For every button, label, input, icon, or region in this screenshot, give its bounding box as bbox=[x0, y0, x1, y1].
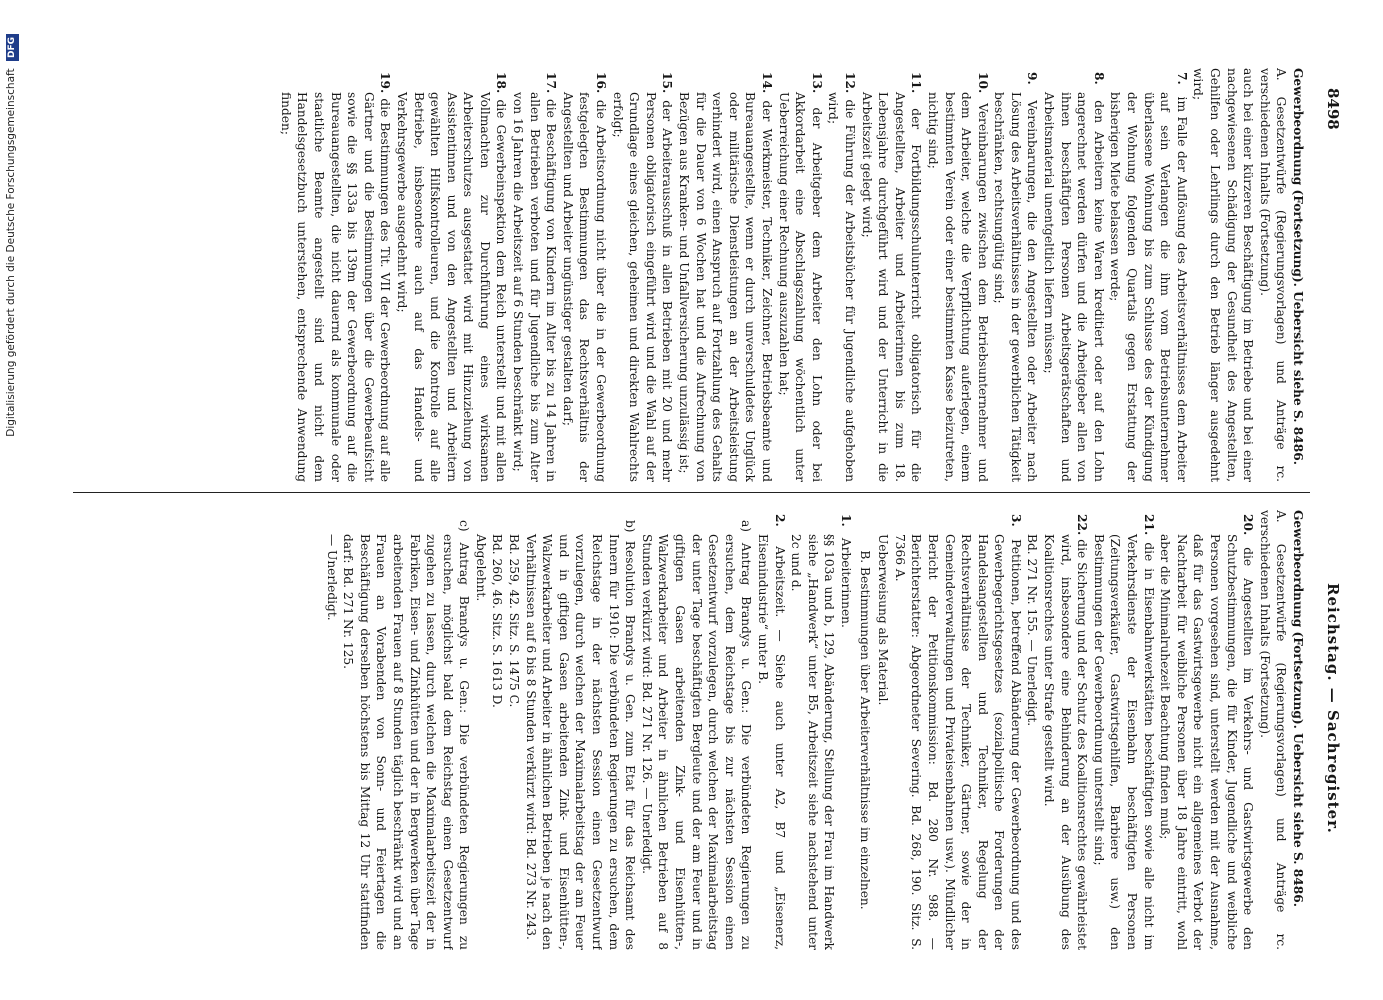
item-number: 17. bbox=[544, 72, 559, 94]
left-column bbox=[73, 68, 1306, 482]
funding-note bbox=[3, 0, 19, 1000]
item-text: Arbeiterinnen. bbox=[838, 537, 853, 628]
reference-note: — Unerledigt. bbox=[324, 534, 339, 621]
footer-strip bbox=[0, 0, 22, 1000]
numbered-item bbox=[858, 68, 924, 482]
numbered-item bbox=[1041, 68, 1107, 482]
item-number: 21. bbox=[1141, 514, 1156, 536]
item-number: 7. bbox=[1174, 72, 1189, 85]
sub-item: c) Antrag Brandys u. Gen.: Die verbündeten Regierungen zu ersuchen, möglichst bald dem Reichstag einen Gesetzentwurf zugehen zu lassen, durch welchen die Maximalarbeitszeit der in Fabriken, Eisen- und Zinkhütten und der in Bergwerken über Tage arbeitenden Frauen auf 8 Stunden täglich beschränkt wird und an Frauen an Vorabenden von Sonn- und Feiertagen die Beschäftigung derselben höchstens bis Mittag 12 Uhr stattfinden darf: Bd. 271 Nr. 125. bbox=[341, 520, 472, 950]
paragraph: auch bei einer kürzeren Beschäftigung im Betriebe und bei einer nachgewiesenen Schädigung der Gesundheit des Angestellten, Gehilfen oder Lehrlings durch den Betrieb länger ausgedehnt wird; bbox=[1191, 68, 1256, 482]
item-text: die Sicherung und der Schutz des Koalitionsrechtes gewährleistet wird, insbesondere eine Behinderung an der Ausübung des Koalitionsrechtes unter Strafe gestellt wird. bbox=[1042, 534, 1090, 950]
numbered-item bbox=[991, 68, 1041, 482]
item-text: die Gewerbeinspektion dem Reich unterstellt und mit allen Vollmachten zur Durchführung eines wirksamen Arbeiterschutzes ausgestattet wird mit Hinzuziehung von Assistentinnen und von den Angestellten und Arbeitern gewählten Hilfskontrolleuren, und die Kontrolle auf alle Betriebe, insbesondere auch auf das Handels- und Verkehrsgewerbe ausgedehnt wird; bbox=[394, 92, 509, 482]
item-number: 2. bbox=[772, 514, 787, 527]
numbered-item bbox=[393, 68, 509, 482]
sub-item: b) Resolution Brandys u. Gen. zum Etat für das Reichsamt des Innern für 1910: Die verbündeten Regierungen zu ersuchen, dem Reichstage in der nächsten Session einen Gesetzentwurf vorzulegen, durch welchen der Maximalarbeitstag der am Feuer und in giftigen Gasen arbeitenden Zink- und Eisenhütten-, Walzwerkarbeiter und Arbeiter in ähnlichen Betrieben je nach den Verhältnissen auf 6 bis 8 Stunden verkürzt wird: Bd. 273 Nr. 243. bbox=[523, 520, 638, 950]
reference-note: Bd. 260, 46. Sitz. S. 1613 D. bbox=[490, 534, 505, 708]
numbered-item bbox=[559, 68, 609, 482]
item-number: 11. bbox=[909, 72, 924, 94]
item-text: der Werkmeister, Techniker, Zeichner, Betriebsbeamte und Bureauangestellte, wenn er durch unverschuldetes Unglück oder militärische Dienstleistungen an der Arbeitsleistung verhindert wird, einen Anspruch auf Fortzahlung des Gehalts für die Dauer von 6 Wochen hat und die Aufrechnung von Bezügen aus Kranken- und Unfallversicherung unzulässig ist; bbox=[677, 92, 774, 482]
item-number: 1. bbox=[838, 514, 853, 527]
item-number: 10. bbox=[975, 72, 990, 94]
numbered-item bbox=[837, 510, 854, 950]
item-text: die Angestellten im Verkehrs- und Gastwirtsgewerbe den Schutzbestimmungen, die für Kinder, Jugendliche und weibliche Personen vorgesehen sind, unterstellt werden mit der Ausnahme, daß für das Gastwirtsgewerbe nicht ein allgemeines Verbot der Nachtarbeit für weibliche Personen über 18 Jahre eintritt, wohl aber die Minimalruhezeit Beachtung finden muß; bbox=[1158, 534, 1256, 950]
subheading: A. Gesetzentwürfe (Regierungsvorlagen) und Anträge rc. verschiedenen Inhalts (Fortsetzung). bbox=[1257, 68, 1289, 482]
subheading: A. Gesetzentwürfe (Regierungsvorlagen) und Anträge rc. verschiedenen Inhalts (Fortsetzung). bbox=[1257, 510, 1289, 950]
item-text: Vereinbarungen zwischen dem Betriebsunternehmer und dem Arbeiter, welche die Verpflichtung auferlegen, einem bestimmten Verein oder einer bestimmten Kasse beizutreten, nichtig sind; bbox=[925, 92, 990, 482]
numbered-item bbox=[1157, 510, 1257, 950]
numbered-item bbox=[825, 68, 858, 482]
item-text: die Arbeitsordnung nicht über die in der Gewerbeordnung festgelegten Bestimmungen das Rechtsverhältnis der Angestellten und Arbeiter ungünstiger gestalten darf; bbox=[560, 92, 609, 482]
item-number: 16. bbox=[594, 72, 609, 94]
item-number: 19. bbox=[378, 72, 393, 94]
numbered-item bbox=[1041, 510, 1091, 950]
item-number: 8. bbox=[1091, 72, 1106, 85]
item-text: Arbeitszeit. — Siehe auch unter A2, B7 und „Eisenerz, Eisenindustrie“ unter B. bbox=[756, 534, 787, 950]
numbered-item bbox=[609, 68, 675, 482]
item-text: Vereinbarungen, die den Angestellten oder Arbeiter nach Lösung des Arbeitsverhältnisses in der gewerblichen Tätigkeit beschränken, rechtsungültig sind; bbox=[992, 92, 1040, 482]
section-heading: Gewerbeordnung (Fortsetzung). Uebersicht siehe S. 8486. bbox=[1291, 68, 1305, 465]
reference-note: Abgelehnt. bbox=[473, 534, 488, 602]
item-number: 14. bbox=[760, 72, 774, 94]
item-number: 12. bbox=[842, 72, 857, 94]
item-number: 13. bbox=[809, 72, 824, 94]
item-text: die Führung der Arbeitsbücher für Jugendliche aufgehoben wird; bbox=[826, 92, 857, 482]
section-title: B. Bestimmungen über Arbeiterverhältnisse im einzelnen. bbox=[857, 550, 872, 910]
item-text: der Arbeitgeber dem Arbeiter den Lohn oder bei Akkordarbeit eine Abschlagszahlung wöchentlich unter Ueberreichung einer Rechnung auszuzahlen hat; bbox=[776, 92, 824, 482]
reference-note: Ueberweisung als Material. bbox=[876, 534, 891, 706]
reference-note: Bd. 271 Nr. 155. — Unerledigt. bbox=[1025, 534, 1040, 727]
column-divider bbox=[73, 492, 1310, 493]
item-text: Petitionen, betreffend Abänderung der Gewerbeordnung und des Gewerbegerichtsgesetzes (sozialpolitische Forderungen der Handelsangestellten und Techniker, Regelung der Rechtsverhältnisse der Techniker, Gärtner, sowie der in Gemeindeverwaltungen und Privateisenbahnen usw.). Mündlicher Bericht der Petitionskommission: Bd. 280 Nr. 988. — Berichterstatter: Abgeordneter Severing. Bd. 268, 190. Sitz. S. 7366 A. bbox=[892, 534, 1023, 950]
item-number: 18. bbox=[494, 72, 509, 94]
numbered-item bbox=[924, 68, 990, 482]
item-number: 3. bbox=[1008, 514, 1023, 527]
funding-text: Digitalisierung gefördert durch die Deutsche Forschungsgemeinschaft bbox=[5, 68, 17, 437]
numbered-item bbox=[1090, 510, 1156, 950]
item-text: die in Eisenbahnwerkstätten beschäftigten sowie alle nicht im Verkehrsdienste der Eisenbahn beschäftigten Personen (Zeitungsverkäufer, Gastwirtsgehilfen, Barbiere usw.) den Bestimmungen der Gewerbeordnung unterstellt sind; bbox=[1091, 534, 1156, 950]
item-text: die Beschäftigung von Kindern im Alter bis zu 14 Jahren in allen Betrieben verboten und für Jugendliche bis zum Alter von 16 Jahren die Arbeitszeit auf 6 Stunden beschränkt wird; bbox=[511, 92, 559, 482]
document-page bbox=[67, 0, 1350, 1000]
dfg-logo: DFG bbox=[6, 34, 19, 61]
section-heading: Gewerbeordnung (Fortsetzung). Uebersicht siehe S. 8486. bbox=[1291, 510, 1305, 907]
item-number: 15. bbox=[660, 72, 675, 94]
item-text: den Arbeitern keine Waren kreditiert oder auf den Lohn angerechnet werden dürfen und die Arbeitgeber allen von ihnen beschäftigten Personen Arbeitsgerätschaften und Arbeitsmaterial unentgeltlich liefern müssen; bbox=[1042, 92, 1106, 482]
right-column bbox=[73, 510, 1306, 950]
item-text: die Bestimmungen des Tit. VII der Gewerbeordnung auf alle Gärtner und die Bestimmungen über die Gewerbeaufsicht sowie die §§ 133a bis 139m der Gewerbeordnung auf die Bureauangestellten, die nicht dauernd als kommunale oder staatliche Beamte angestellt sind und nicht dem Handelsgesetzbuch unterstehen, entsprechende Anwendung finden; bbox=[278, 92, 393, 482]
reference-note: Bd. 259, 42. Sitz. S. 1475 C. bbox=[507, 534, 522, 708]
numbered-item bbox=[754, 510, 787, 950]
item-text: im Falle der Auflösung des Arbeitsverhältnisses dem Arbeiter auf sein Verlangen die ihm vom Betriebsunternehmer überlassene Wohnung bis zum Schlusse des der Kündigung der Wohnung folgenden Quartals gegen Erstattung der bisherigen Miete belassen werde; bbox=[1108, 92, 1189, 482]
numbered-item bbox=[675, 68, 775, 482]
sub-item: a) Antrag Brandys u. Gen.: Die verbündeten Regierungen zu ersuchen, dem Reichstage bis zur nächsten Session einen Gesetzentwurf vorzulegen, durch welchen der Maximalarbeitstag der unter Tage beschäftigten Bergleute und der am Feuer und in giftigen Gasen arbeitenden Zink- und Eisenhütten-, Walzwerkarbeiter und Arbeiter in ähnlichen Betrieben auf 8 Stunden verkürzt wird: Bd. 271 Nr. 126. — Unerledigt. bbox=[639, 520, 754, 950]
numbered-item bbox=[891, 510, 1024, 950]
item-text: der Arbeiterausschuß in allen Betrieben mit 20 und mehr Personen obligatorisch eingeführt wird und die Wahl auf der Grundlage eines gleichen, geheimen und direkten Wahlrechts erfolgt; bbox=[610, 92, 675, 482]
numbered-item bbox=[1107, 68, 1190, 482]
running-title: Reichstag. — Sachregister. bbox=[1324, 583, 1342, 834]
reference-note: §§ 103a und b, 129, Abänderung, Stellung der Frau im Handwerk siehe „Handwerk“ unter B5, Arbeitszeit siehe nachstehend unter 2c und d. bbox=[789, 534, 837, 950]
item-text: der Fortbildungsschulunterricht obligatorisch für die Angestellten, Arbeiter und Arbeiterinnen bis zum 18. Lebensjahre durchgeführt wird und der Unterricht in die Arbeitszeit gelegt wird; bbox=[859, 92, 924, 482]
page-header bbox=[1314, 28, 1342, 960]
page-number: 8498 bbox=[1324, 88, 1342, 130]
item-number: 9. bbox=[1025, 72, 1040, 85]
item-number: 20. bbox=[1241, 514, 1256, 536]
numbered-item bbox=[510, 68, 560, 482]
numbered-item bbox=[277, 68, 393, 482]
numbered-item bbox=[775, 68, 825, 482]
item-number: 22. bbox=[1075, 514, 1090, 536]
